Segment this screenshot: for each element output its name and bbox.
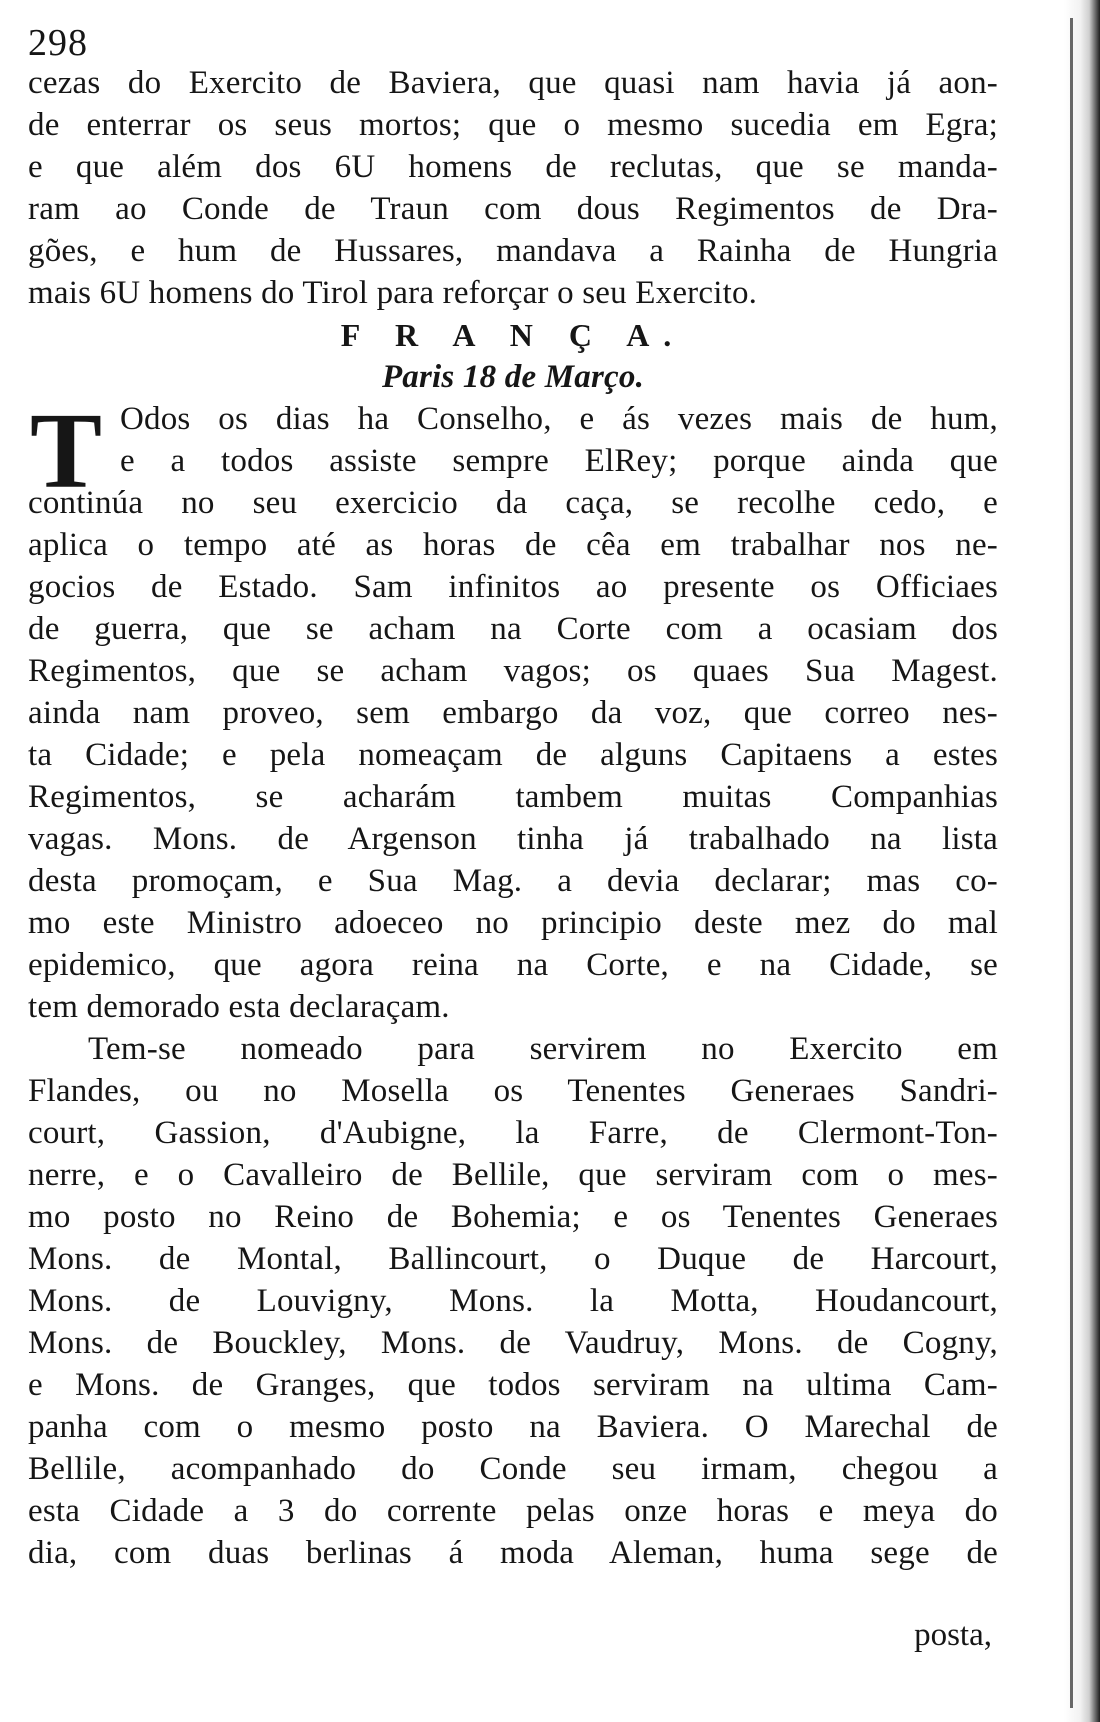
dateline: Paris 18 de Março. [381, 359, 645, 395]
text-line: court, Gassion, d'Aubigne, la Farre, de Clermont-Ton- [28, 1115, 998, 1151]
text-line: ta Cidade; e pela nomeaçam de alguns Capitaens a estes [28, 737, 998, 773]
text-line: epidemico, que agora reina na Corte, e na Cidade, se [28, 947, 998, 983]
text-line: Bellile, acompanhado do Conde seu irmam, chegou a [28, 1451, 998, 1487]
text-line: de enterrar os seus mortos; que o mesmo sucedia em Egra; [28, 107, 998, 143]
text-line: mo este Ministro adoeceo no principio deste mez do mal [28, 905, 998, 941]
text-line: esta Cidade a 3 do corrente pelas onze horas e meya do [28, 1493, 998, 1529]
text-line: e a todos assiste sempre ElRey; porque ainda que [120, 443, 998, 479]
body-text [28, 62, 998, 1574]
text-line: ainda nam proveo, sem embargo da voz, que correo nes- [28, 695, 998, 731]
text-line: e Mons. de Granges, que todos serviram na ultima Cam- [28, 1367, 998, 1403]
text-line: aplica o tempo até as horas de cêa em trabalhar nos ne- [28, 527, 998, 563]
text-line: Mons. de Bouckley, Mons. de Vaudruy, Mons. de Cogny, [28, 1325, 998, 1361]
text-line: cezas do Exercito de Baviera, que quasi nam havia já aon- [28, 65, 998, 101]
text-line: ram ao Conde de Traun com dous Regimentos de Dra- [28, 191, 998, 227]
text-line: gões, e hum de Hussares, mandava a Rainha de Hungria [28, 233, 998, 269]
catchword: posta, [914, 1617, 992, 1653]
text-line: Regimentos, se acharám tambem muitas Companhias [28, 779, 998, 815]
page-number: 298 [28, 22, 88, 64]
text-line: desta promoçam, e Sua Mag. a devia declarar; mas co- [28, 863, 998, 899]
text-line: Flandes, ou no Mosella os Tenentes Generaes Sandri- [28, 1073, 998, 1109]
text-line: mo posto no Reino de Bohemia; e os Tenentes Generaes [28, 1199, 998, 1235]
text-line: panha com o mesmo posto na Baviera. O Marechal de [28, 1409, 998, 1445]
text-line: de guerra, que se acham na Corte com a ocasiam dos [28, 611, 998, 647]
text-line: dia, com duas berlinas á moda Aleman, huma sege de [28, 1535, 998, 1571]
section-heading: F R A N Ç A. [340, 317, 686, 353]
text-line: gocios de Estado. Sam infinitos ao presente os Officiaes [28, 569, 998, 605]
text-line: Odos os dias ha Conselho, e ás vezes mais de hum, [120, 401, 998, 437]
page-edge-line [1070, 18, 1073, 1708]
text-line: e que além dos 6U homens de reclutas, que se manda- [28, 149, 998, 185]
text-line: tem demorado esta declaraçam. [28, 989, 450, 1025]
text-line: vagas. Mons. de Argenson tinha já trabalhado na lista [28, 821, 998, 857]
text-line: nerre, e o Cavalleiro de Bellile, que serviram com o mes- [28, 1157, 998, 1193]
text-line: mais 6U homens do Tirol para reforçar o seu Exercito. [28, 275, 758, 311]
text-line: Regimentos, que se acham vagos; os quaes Sua Magest. [28, 653, 998, 689]
text-line: Mons. de Montal, Ballincourt, o Duque de Harcourt, [28, 1241, 998, 1277]
text-line: Tem-se nomeado para servirem no Exercito em [88, 1031, 998, 1067]
drop-cap: T [30, 392, 103, 511]
text-line: continúa no seu exercicio da caça, se recolhe cedo, e [28, 485, 998, 521]
text-line: Mons. de Louvigny, Mons. la Motta, Houdancourt, [28, 1283, 998, 1319]
